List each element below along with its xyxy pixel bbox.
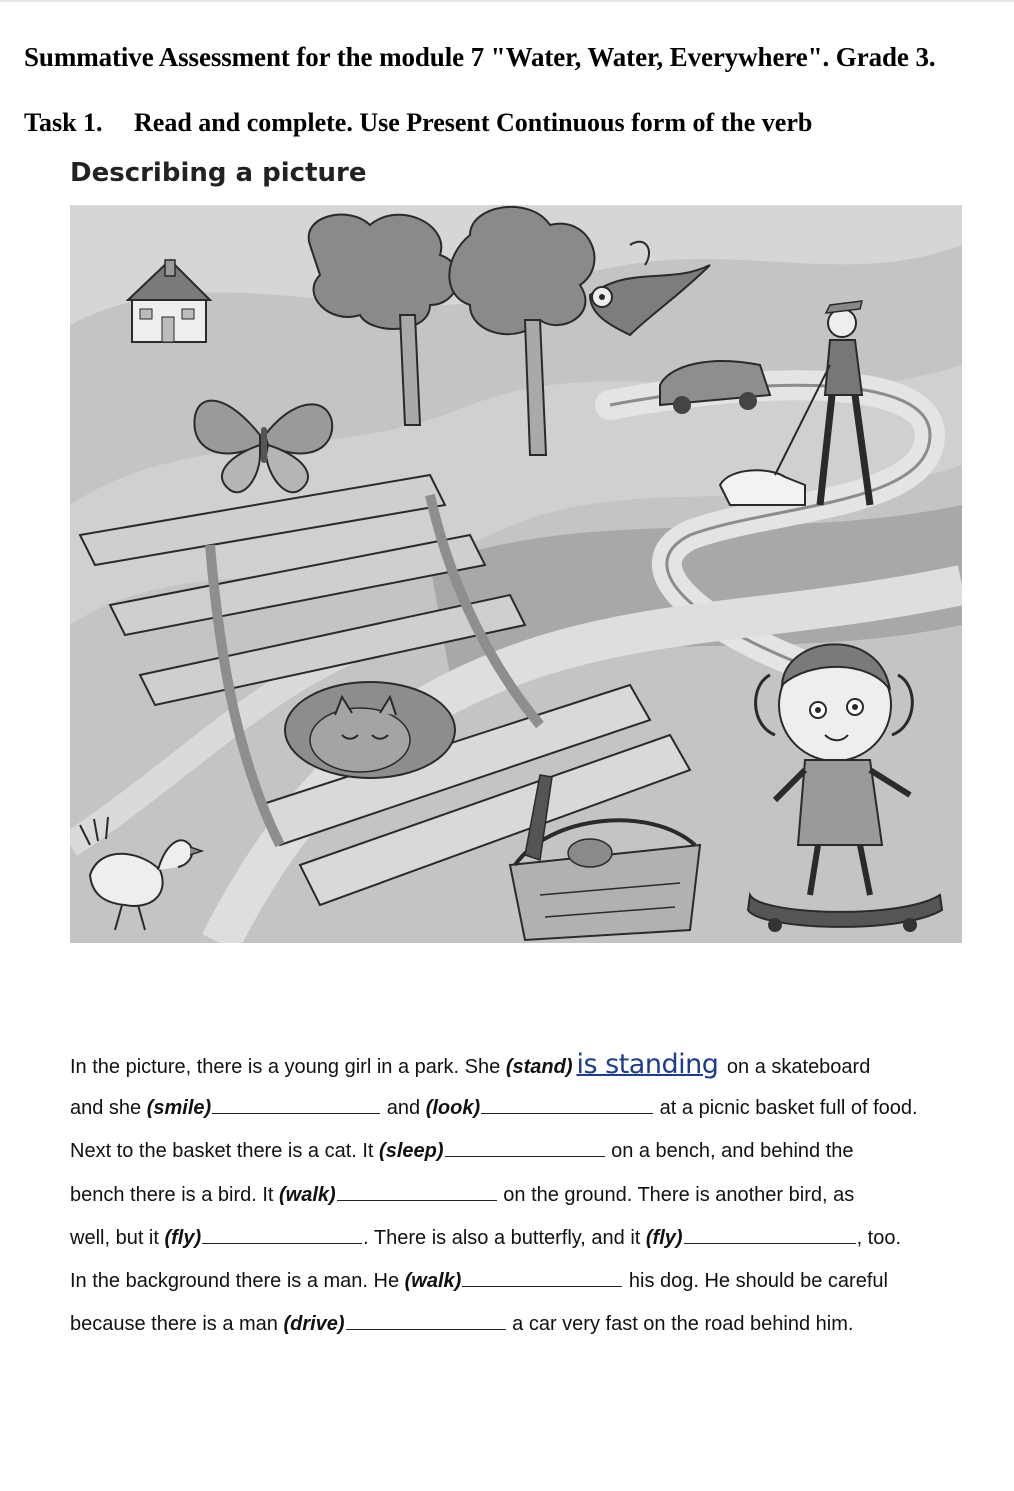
page-title: Summative Assessment for the module 7 "Water, Water, Everywhere". Grade 3.	[24, 42, 936, 72]
verb-hint: (fly)	[645, 1226, 683, 1249]
passage-text: and	[381, 1097, 426, 1120]
passage-line-2	[70, 1088, 970, 1131]
passage-line-4	[70, 1175, 970, 1218]
exercise-passage	[70, 1045, 970, 1347]
passage-text: a car very fast on the road behind him.	[506, 1313, 854, 1336]
passage-text: Next to the basket there is a cat. It	[70, 1140, 380, 1163]
answer-blank-drive[interactable]	[346, 1311, 506, 1330]
verb-hint: (smile)	[146, 1097, 212, 1120]
passage-text: his dog. He should be careful	[623, 1269, 888, 1292]
passage-text: In the picture, there is a young girl in a park. She	[70, 1056, 506, 1078]
answer-blank-fly-butterfly[interactable]	[684, 1225, 856, 1244]
verb-hint: (drive)	[283, 1313, 345, 1336]
task-heading	[24, 108, 812, 138]
passage-line-6	[70, 1261, 970, 1304]
passage-text: well, but it	[70, 1226, 165, 1249]
cat-sleeping-icon	[285, 682, 455, 778]
passage-text: bench there is a bird. It	[70, 1183, 280, 1206]
park-illustration	[70, 205, 962, 943]
passage-text: on a skateboard	[721, 1056, 871, 1078]
verb-hint: (walk)	[279, 1183, 336, 1206]
top-border	[0, 0, 1014, 2]
passage-text: because there is a man	[70, 1313, 284, 1336]
answer-blank-walk-man[interactable]	[462, 1268, 622, 1287]
verb-hint: (fly)	[164, 1226, 202, 1249]
verb-hint: (walk)	[404, 1269, 462, 1292]
verb-hint: (look)	[425, 1097, 481, 1120]
passage-text: . There is also a butterfly, and it	[363, 1226, 646, 1249]
passage-text: at a picnic basket full of food.	[654, 1097, 918, 1120]
handwritten-answer: is standing	[576, 1049, 719, 1080]
answer-blank-walk-bird[interactable]	[337, 1182, 497, 1201]
task-instruction: Read and complete. Use Present Continuous form of the verb	[134, 108, 813, 137]
task-number: Task 1.	[24, 108, 103, 137]
passage-text: In the background there is a man. He	[70, 1269, 405, 1292]
verb-hint: (stand)	[505, 1056, 573, 1078]
section-subtitle: Describing a picture	[70, 158, 367, 188]
passage-text: and she	[70, 1097, 147, 1120]
answer-blank-smile[interactable]	[212, 1095, 380, 1114]
passage-line-3	[70, 1131, 970, 1174]
answer-blank-sleep[interactable]	[445, 1138, 605, 1157]
passage-text: , too.	[856, 1226, 902, 1249]
passage-text: on the ground. There is another bird, as	[497, 1183, 855, 1206]
passage-text: on a bench, and behind the	[605, 1140, 854, 1163]
verb-hint: (sleep)	[379, 1140, 444, 1163]
answer-blank-look[interactable]	[481, 1095, 653, 1114]
passage-line-1	[70, 1045, 970, 1088]
answer-blank-fly-bird[interactable]	[202, 1225, 362, 1244]
passage-line-5	[70, 1218, 970, 1261]
passage-line-7	[70, 1304, 970, 1347]
